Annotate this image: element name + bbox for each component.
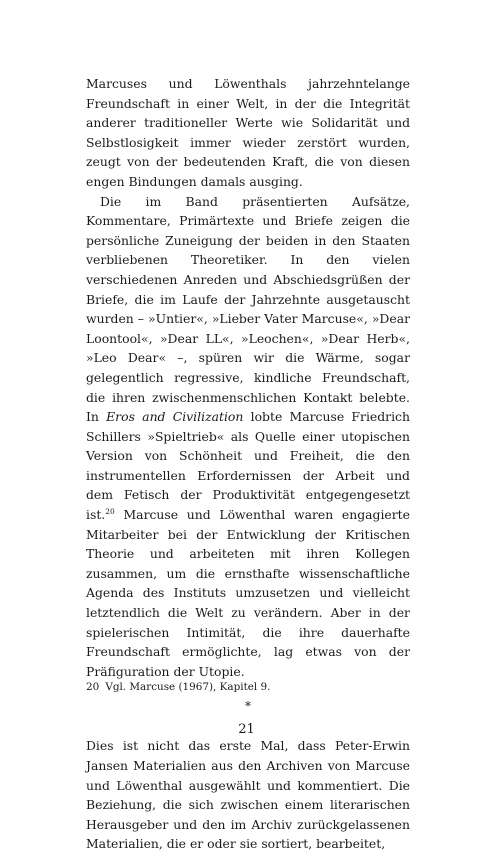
paragraph-3: Dies ist nicht das erste Mal, dass Peter-Erwin Jansen Materialien aus den Archiven von Marcuse und Löwenthal ausgewählt und kommentiert. Die Beziehung, die sich zwischen einem literarischen Herausgeber und den im Archiv zurückgelassenen Materialien, die er oder sie sortiert, bearbeitet, (86, 738, 410, 852)
footnote-reference[interactable]: 20 (105, 506, 115, 516)
section-separator: * (245, 699, 251, 714)
paragraph-2-text-a: Die im Band präsentierten Aufsätze, Kommentare, Primärtexte und Briefe zeigen die persönliche Zuneigung der beiden in den Staaten verbliebenen Theoretiker. In den vielen verschiedenen Anreden und Abschiedsgrüßen der Briefe, die im Laufe der Jahrzehnte ausgetauscht wurden – »Untier«, »Lieber Vater Marcuse«, »Dear Loontool«, »Dear LL«, »Leochen«, »Dear Herb«, »Leo Dear« –, spüren wir die Wärme, sogar gelegentlich regressive, kindliche Freundschaft, die ihren zwischenmenschlichen Kontakt belebte. In (86, 193, 410, 425)
book-title-eros-and-civilization: Eros and Civilization (106, 409, 244, 425)
footnote-number: 20 (86, 681, 100, 693)
page-number: 21 (238, 722, 255, 737)
footnote-text: Vgl. Marcuse (1967), Kapitel 9. (105, 681, 271, 693)
paragraph-1: Marcuses und Löwenthals jahrzehntelange Freundschaft in einer Welt, in der die Integrität anderer traditioneller Werte wie Solidarität und Selbstlosigkeit immer wieder zerstört wurden, zeugt von der bedeutenden Kraft, die von diesen engen Bindungen damals ausging. (86, 76, 410, 189)
paragraph-2 (86, 192, 410, 682)
paragraph-2-text-c: Marcuse und Löwenthal waren engagierte Mitarbeiter bei der Entwicklung der Kritischen Theorie und arbeiteten mit ihren Kollegen zusammen, um die ernsthafte wissenschaftliche Agenda des Instituts umzusetzen und vielleicht letztendlich die Welt zu verändern. Aber in der spielerischen Intimität, die ihre dauerhafte Freundschaft ermöglichte, lag etwas von der Präfiguration der Utopie. (86, 507, 410, 679)
footnote (86, 680, 410, 694)
paragraph-2-text-b: lobte Marcuse Friedrich Schillers »Spieltrieb« als Quelle einer utopischen Version von Schönheit und Freiheit, die den instrumentellen Erfordernissen der Arbeit und dem Fetisch der Produktivität entgegengesetzt ist. (86, 409, 410, 523)
